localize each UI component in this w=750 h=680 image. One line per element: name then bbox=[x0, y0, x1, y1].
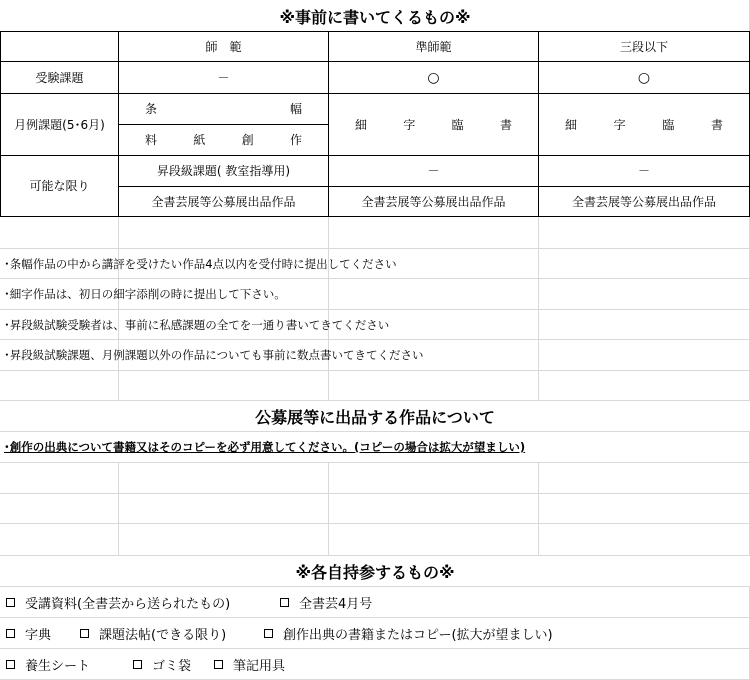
checklist-item[interactable]: 受講資料(全書芸から送られたもの) bbox=[6, 587, 230, 617]
optional-sandan-bottom: 全書芸展等公募展出品作品 bbox=[571, 194, 716, 209]
note-1: ･条幅作品の中から講評を受けたい作品4点以内を受付時に提出してください bbox=[4, 256, 397, 271]
checkbox-icon bbox=[6, 660, 15, 669]
grid-line bbox=[0, 493, 750, 494]
header-junshihan: 準師範 bbox=[415, 39, 452, 54]
char: 細 bbox=[355, 117, 368, 132]
char: 料 bbox=[145, 133, 158, 147]
checklist-item[interactable]: 筆記用具 bbox=[214, 649, 285, 679]
checklist-item[interactable]: 創作出典の書籍またはコピー(拡大が望ましい) bbox=[264, 618, 553, 648]
grid-line bbox=[0, 370, 750, 371]
note-3: ･昇段級試験受験者は、事前に私感課題の全てを一通り書いてきてください bbox=[4, 317, 390, 332]
char: 臨 bbox=[451, 117, 464, 132]
exam-sandan: ○ bbox=[637, 69, 651, 86]
note-2: ･細字作品は、初日の細字添削の時に提出して下さい。 bbox=[4, 287, 286, 301]
exam-shihan: － bbox=[217, 70, 230, 85]
grid-line bbox=[118, 462, 119, 555]
checkbox-icon bbox=[80, 629, 89, 638]
char: 細 bbox=[565, 117, 578, 132]
optional-shihan-bottom: 全書芸展等公募展出品作品 bbox=[151, 194, 296, 209]
char: 臨 bbox=[662, 117, 675, 132]
grid-line bbox=[0, 462, 750, 463]
grid-line bbox=[328, 216, 329, 400]
checkbox-icon bbox=[264, 629, 273, 638]
optional-junshihan-top: － bbox=[427, 164, 440, 178]
grid-line bbox=[0, 648, 750, 649]
section-title-exhibition: 公募展等に出品する作品について bbox=[0, 401, 750, 431]
char: 創 bbox=[241, 133, 254, 147]
row-label-optional: 可能な限り bbox=[29, 179, 90, 193]
grid-line bbox=[538, 462, 539, 555]
monthly-junshihan bbox=[329, 94, 538, 155]
optional-shihan-top: 昇段級課題( 教室指導用) bbox=[156, 164, 291, 178]
row-label-monthly: 月例課題(5･6月) bbox=[14, 117, 105, 132]
exam-junshihan: ○ bbox=[427, 69, 440, 86]
checklist-item[interactable]: ゴミ袋 bbox=[133, 649, 191, 679]
checkbox-icon bbox=[214, 660, 223, 669]
char: 字 bbox=[403, 117, 416, 132]
checklist-item[interactable]: 全書芸4月号 bbox=[280, 587, 372, 617]
char: 幅 bbox=[289, 102, 302, 116]
header-shihan: 師 範 bbox=[205, 39, 242, 54]
checkbox-icon bbox=[133, 660, 142, 669]
row-label-exam: 受験課題 bbox=[35, 70, 84, 85]
optional-sandan-top: － bbox=[637, 164, 650, 178]
section-title-bring: ※各自持参するもの※ bbox=[0, 556, 750, 586]
monthly-sandan bbox=[539, 94, 749, 155]
grid-line bbox=[328, 462, 329, 555]
char: 書 bbox=[710, 117, 723, 132]
optional-junshihan-bottom: 全書芸展等公募展出品作品 bbox=[361, 194, 506, 209]
note-4: ･昇段級試験課題、月例課題以外の作品についても事前に数点書いてきてください bbox=[4, 348, 424, 362]
checkbox-icon bbox=[280, 598, 289, 607]
checklist-item[interactable]: 課題法帖(できる限り) bbox=[80, 618, 226, 648]
char: 字 bbox=[613, 117, 626, 132]
checklist-item[interactable]: 養生シート bbox=[6, 649, 90, 679]
grid-line bbox=[538, 216, 539, 400]
monthly-shihan-top bbox=[119, 94, 328, 124]
page-title: ※事前に書いてくるもの※ bbox=[279, 7, 471, 27]
checkbox-icon bbox=[6, 629, 15, 638]
char: 紙 bbox=[193, 133, 206, 147]
checklist-item[interactable]: 字典 bbox=[6, 618, 51, 648]
exhibition-note: ･創作の出典について書籍又はそのコピーを必ず用意してください。(コピーの場合は拡大が望ましい) bbox=[4, 432, 525, 462]
grid-line bbox=[0, 523, 750, 524]
char: 条 bbox=[145, 102, 158, 116]
monthly-shihan-bottom bbox=[119, 125, 328, 155]
char: 書 bbox=[499, 117, 512, 132]
header-sandan: 三段以下 bbox=[619, 39, 668, 54]
checkbox-icon bbox=[6, 598, 15, 607]
char: 作 bbox=[289, 133, 302, 147]
